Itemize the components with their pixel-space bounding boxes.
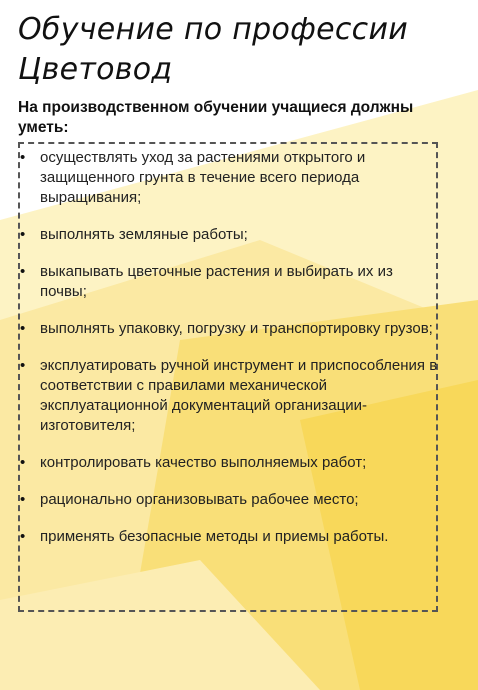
bullet-icon: •: [20, 320, 26, 337]
list-item-text: осуществлять уход за растениями открытого и защищенного грунта в течение всего периода выращивания;: [40, 149, 366, 206]
bullet-icon: •: [20, 454, 26, 471]
bullet-icon: •: [20, 226, 26, 243]
list-item-text: эксплуатировать ручной инструмент и приспособления в соответствии с правилами механической эксплуатационной документаций организации-изготовителя;: [40, 357, 438, 434]
bullet-icon: •: [20, 491, 26, 508]
list-item-text: выполнять упаковку, погрузку и транспортировку грузов;: [40, 320, 433, 337]
list-item-text: рационально организовывать рабочее место;: [40, 491, 359, 508]
list-item-text: контролировать качество выполняемых работ;: [40, 454, 367, 471]
bullet-icon: •: [20, 263, 26, 280]
list-item-text: применять безопасные методы и приемы работы.: [40, 528, 389, 545]
page-title: Обучение по профессии Цветовод: [18, 12, 409, 87]
bullet-icon: •: [20, 528, 26, 545]
skills-list: [18, 148, 438, 564]
list-item: [18, 319, 438, 339]
bullet-icon: •: [20, 149, 26, 166]
list-item: [18, 225, 438, 245]
list-item: [18, 356, 438, 436]
list-item: [18, 148, 438, 208]
list-item-text: выполнять земляные работы;: [40, 226, 248, 243]
list-item-text: выкапывать цветочные растения и выбирать их из почвы;: [40, 263, 393, 300]
list-item: [18, 453, 438, 473]
list-item: [18, 527, 438, 547]
bullet-icon: •: [20, 357, 26, 374]
list-item: [18, 490, 438, 510]
list-item: [18, 262, 438, 302]
page-subtitle: На производственном обучении учащиеся должны уметь:: [18, 99, 414, 136]
